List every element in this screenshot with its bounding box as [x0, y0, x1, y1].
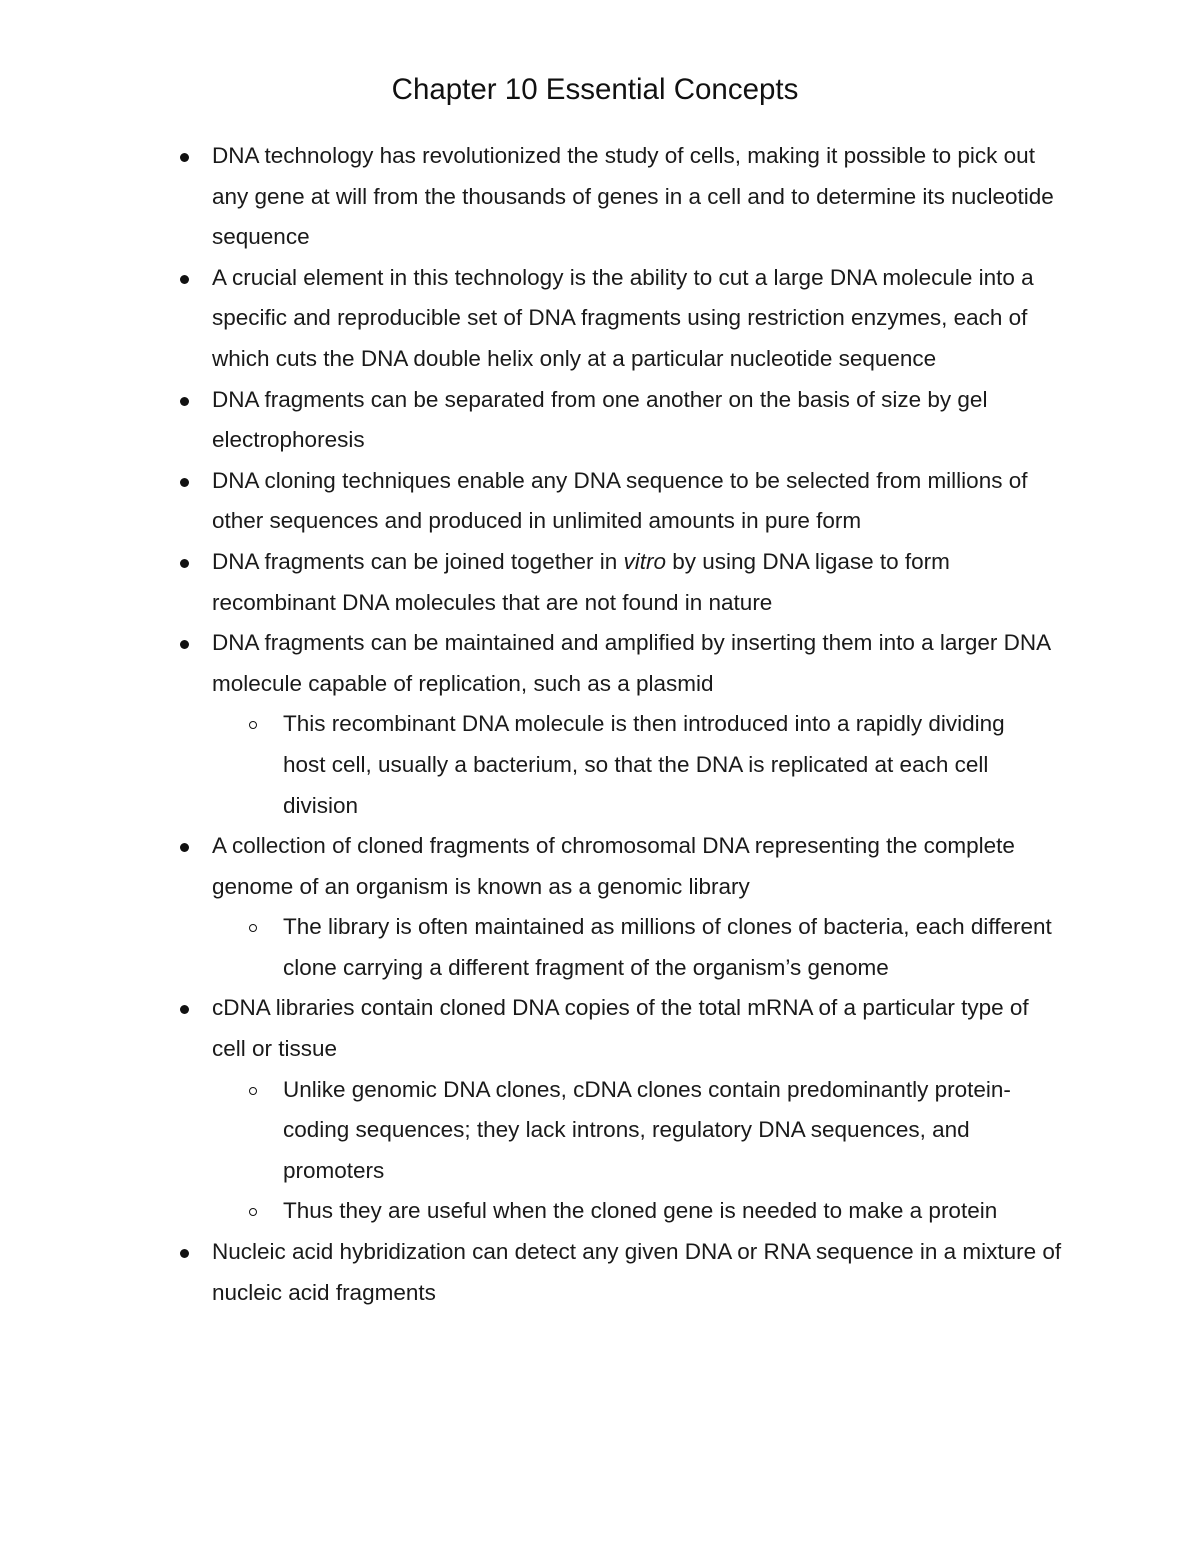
sub-list-item [0, 907, 1053, 988]
list-item-text-part: DNA fragments can be joined together in [212, 548, 624, 574]
list-item [0, 380, 1062, 461]
sub-list-item [0, 704, 1053, 826]
bullet-icon [180, 478, 189, 487]
sub-list-item [0, 1070, 1053, 1192]
list-item-text: DNA fragments can be maintained and amplified by inserting them into a larger DNA molecule capable of replication, such as a plasmid [212, 630, 1050, 696]
hollow-bullet-icon [249, 721, 257, 729]
bullet-icon [180, 1249, 189, 1258]
bullet-icon [180, 559, 189, 568]
list-item-text: cDNA libraries contain cloned DNA copies of the total mRNA of a particular type of cell or tissue [212, 995, 1029, 1062]
concept-list [0, 136, 1200, 1313]
list-item-text [212, 549, 950, 615]
list-item-text: DNA technology has revolutionized the study of cells, making it possible to pick out any gene at will from the thousands of genes in a cell and to determine its nucleotide sequence [212, 143, 1054, 250]
list-item-text: A collection of cloned fragments of chromosomal DNA representing the complete genome of an organism is known as a genomic library [212, 833, 1015, 899]
list-item [0, 542, 1062, 623]
sub-list-item-text: Unlike genomic DNA clones, cDNA clones contain predominantly protein-coding sequences; they lack introns, regulatory DNA sequences, and promoters [283, 1076, 1011, 1183]
sub-list-item-text: This recombinant DNA molecule is then introduced into a rapidly dividing host cell, usually a bacterium, so that the DNA is replicated at each cell division [283, 711, 1005, 818]
list-item-text: DNA fragments can be separated from one another on the basis of size by gel electrophoresis [212, 386, 988, 453]
page-title: Chapter 10 Essential Concepts [391, 73, 799, 106]
sub-list-item-text: Thus they are useful when the cloned gene is needed to make a protein [283, 1198, 998, 1224]
list-item [0, 988, 1062, 1069]
hollow-bullet-icon [249, 1087, 257, 1095]
list-item [0, 136, 1062, 258]
bullet-icon [180, 640, 189, 649]
bullet-icon [180, 397, 189, 406]
sub-list-item [0, 1191, 1053, 1232]
bullet-icon [180, 153, 189, 162]
list-item [0, 258, 1062, 380]
list-item-text-part: by using DNA ligase to form recombinant DNA molecules that are not found in nature [212, 548, 950, 615]
list-item [0, 1232, 1062, 1313]
hollow-bullet-icon [249, 1208, 257, 1216]
list-item [0, 623, 1062, 704]
hollow-bullet-icon [249, 924, 257, 932]
list-item-text: A crucial element in this technology is the ability to cut a large DNA molecule into a specific and reproducible set of DNA fragments using restriction enzymes, each of which cuts the DNA double helix only at a particular nucleotide sequence [212, 264, 1034, 371]
sub-list-item-text: The library is often maintained as millions of clones of bacteria, each different clone carrying a different fragment of the organism’s genome [283, 914, 1052, 980]
italic-term: vitro [623, 548, 667, 574]
bullet-icon [180, 275, 189, 284]
list-item [0, 461, 1062, 542]
list-item-text: Nucleic acid hybridization can detect any given DNA or RNA sequence in a mixture of nucleic acid fragments [212, 1239, 1062, 1305]
bullet-icon [180, 1005, 189, 1014]
list-item-text: DNA cloning techniques enable any DNA sequence to be selected from millions of other sequences and produced in unlimited amounts in pure form [212, 467, 1028, 534]
list-item [0, 826, 1062, 907]
bullet-icon [180, 843, 189, 852]
